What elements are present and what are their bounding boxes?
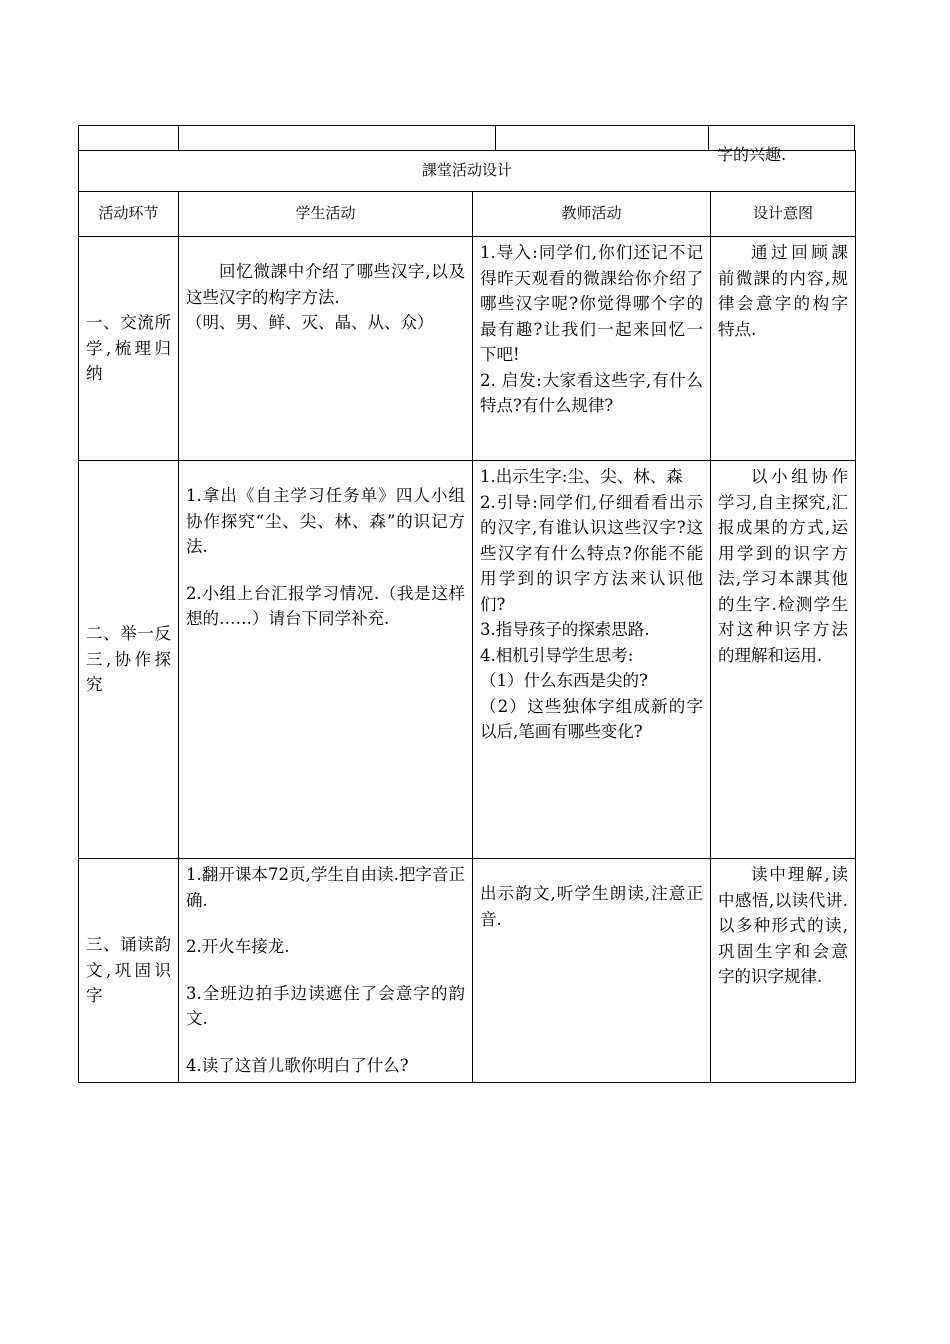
column-divider — [708, 126, 709, 150]
student-activity-cell — [179, 461, 473, 859]
student-text: （明、男、鲜、灭、晶、从、众） — [186, 313, 434, 332]
table-title: 課堂活动设计 — [79, 151, 856, 192]
header-teacher-activity: 教师活动 — [473, 192, 711, 237]
student-text: 2.开火车接龙. — [186, 937, 290, 956]
student-text: 2.小组上台汇报学习情况.（我是这样想的……）请台下同学补充. — [186, 583, 465, 628]
teacher-text: 4.相机引导学生思考: — [480, 645, 634, 665]
design-intent-cell — [711, 237, 856, 461]
table-row — [79, 461, 856, 859]
student-text: 4.读了这首儿歌你明白了什么? — [186, 1055, 409, 1075]
carried-over-text: 字的兴趣. — [717, 145, 787, 164]
stage-cell: 一、交流所学,梳理归纳 — [79, 237, 179, 461]
intent-text: 通过回顾課前微課的内容,规律会意字的构字特点. — [718, 243, 849, 339]
student-activity-cell — [179, 237, 473, 461]
intent-text: 读中理解,读中感悟,以读代讲. 以多种形式的读,巩固生字和会意字的识字规律. — [718, 865, 849, 986]
header-design-intent: 设计意图 — [711, 192, 856, 237]
table-title-row — [79, 151, 856, 192]
previous-table-fragment — [78, 125, 855, 164]
teacher-text: 3.指导孩子的探索思路. — [480, 620, 650, 639]
design-intent-cell — [711, 461, 856, 859]
student-text: 回忆微課中介绍了哪些汉字,以及这些汉字的构字方法. — [186, 262, 465, 307]
teacher-text: 2. 启发:大家看这些字,有什么特点?有什么规律? — [480, 370, 703, 415]
table-row — [79, 859, 856, 1083]
student-text: 3.全班边拍手边读遮住了会意字的韵文. — [186, 983, 465, 1028]
student-activity-cell — [179, 859, 473, 1083]
student-text: 1.翻开课本72页,学生自由读.把字音正确. — [186, 865, 465, 910]
activity-design-table — [78, 150, 856, 1083]
teacher-text: 1.出示生字:尘、尖、林、森 — [480, 467, 683, 486]
teacher-activity-cell — [473, 859, 711, 1083]
teacher-activity-cell — [473, 237, 711, 461]
teacher-text: （1）什么东西是尖的? — [480, 671, 648, 690]
table-header-row — [79, 192, 856, 237]
teacher-activity-cell — [473, 461, 711, 859]
column-divider — [178, 126, 179, 150]
teacher-text: 1.导入:同学们,你们还记不记得昨天观看的微課给你介绍了哪些汉字呢?你觉得哪个字的最有趣?让我们一起来回忆一下吧! — [480, 243, 703, 364]
teacher-text: 出示韵文,听学生朗读,注意正音. — [480, 884, 703, 929]
teacher-text: 2.引导:同学们,仔细看看出示的汉字,有谁认识这些汉字?这些汉字有什么特点?你能不能用学到的识字方法来认识他们? — [480, 492, 703, 614]
design-intent-cell — [711, 859, 856, 1083]
stage-cell: 二、举一反三,协作探究 — [79, 461, 179, 859]
column-divider — [495, 126, 496, 150]
intent-text: 以小组协作学习,自主探究,汇报成果的方式,运用学到的识字方法,学习本課其他的生字.检测学生对这种识字方法的理解和运用. — [718, 467, 849, 665]
table-row — [79, 237, 856, 461]
student-text: 1.拿出《自主学习任务单》四人小组协作探究“尘、尖、林、森”的识记方法. — [186, 486, 465, 556]
teacher-text: （2）这些独体字组成新的字以后,笔画有哪些变化? — [480, 696, 703, 741]
header-stage: 活动环节 — [79, 192, 179, 237]
stage-cell: 三、诵读韵文,巩固识字 — [79, 859, 179, 1083]
header-student-activity: 学生活动 — [179, 192, 473, 237]
